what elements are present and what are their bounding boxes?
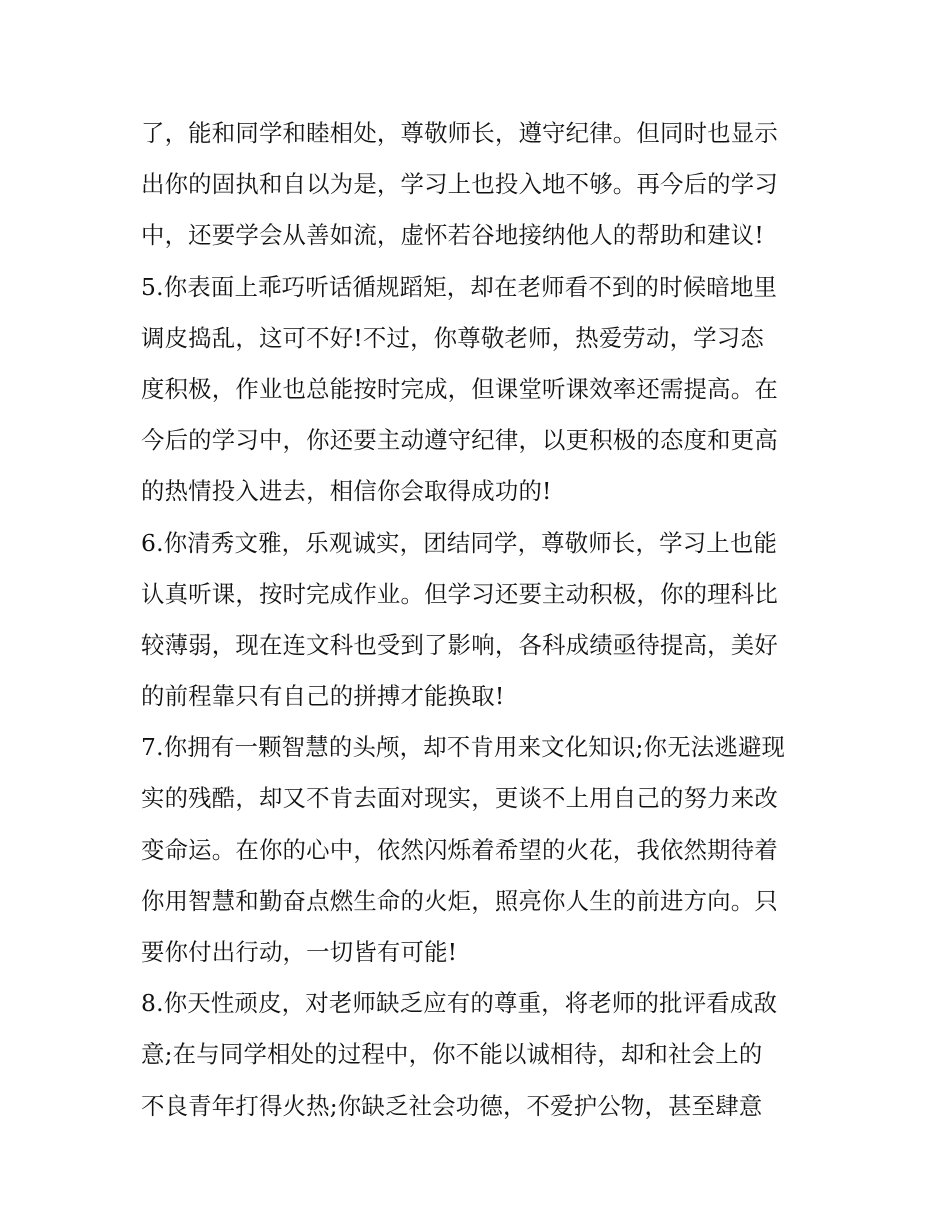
text-line: 出你的固执和自以为是，学习上也投入地不够。再今后的学习 (141, 170, 778, 199)
text-line: 的热情投入进去，相信你会取得成功的! (141, 477, 552, 506)
text-line: 不良青年打得火热;你缺乏社会功德，不爱护公物，甚至肆意 (141, 1091, 763, 1120)
text-line: 较薄弱，现在连文科也受到了影响，各科成绩亟待提高，美好 (141, 630, 778, 659)
text-line: 今后的学习中，你还要主动遵守纪律，以更积极的态度和更高 (141, 426, 778, 455)
text-line: 实的残酷，却又不肯去面对现实，更谈不上用自己的努力来改 (141, 784, 778, 813)
text-line: 调皮捣乱，这可不好!不过，你尊敬老师，热爱劳动，学习态 (141, 323, 764, 352)
text-line: 6.你清秀文雅，乐观诚实，团结同学，尊敬师长，学习上也能 (141, 528, 778, 557)
text-line: 的前程靠只有自己的拼搏才能换取! (141, 682, 505, 711)
text-line: 变命运。在你的心中，依然闪烁着希望的火花，我依然期待着 (141, 835, 778, 864)
document-body (141, 108, 821, 1132)
text-line: 认真听课，按时完成作业。但学习还要主动积极，你的理科比 (141, 579, 778, 608)
text-line: 了，能和同学和睦相处，尊敬师长，遵守纪律。但同时也显示 (141, 119, 778, 147)
text-line: 度积极，作业也总能按时完成，但课堂听课效率还需提高。在 (141, 374, 778, 403)
text-line: 5.你表面上乖巧听话循规蹈矩，却在老师看不到的时候暗地里 (141, 272, 778, 301)
text-line: 7.你拥有一颗智慧的头颅，却不肯用来文化知识;你无法逃避现 (141, 733, 786, 762)
text-line: 意;在与同学相处的过程中，你不能以诚相待，却和社会上的 (141, 1040, 763, 1069)
text-line: 8.你天性顽皮，对老师缺乏应有的尊重，将老师的批评看成敌 (141, 989, 778, 1018)
text-line: 中，还要学会从善如流，虚怀若谷地接纳他人的帮助和建议! (141, 221, 764, 250)
text-line: 你用智慧和勤奋点燃生命的火炬，照亮你人生的前进方向。只 (141, 886, 778, 915)
text-line: 要你付出行动，一切皆有可能! (141, 938, 458, 966)
